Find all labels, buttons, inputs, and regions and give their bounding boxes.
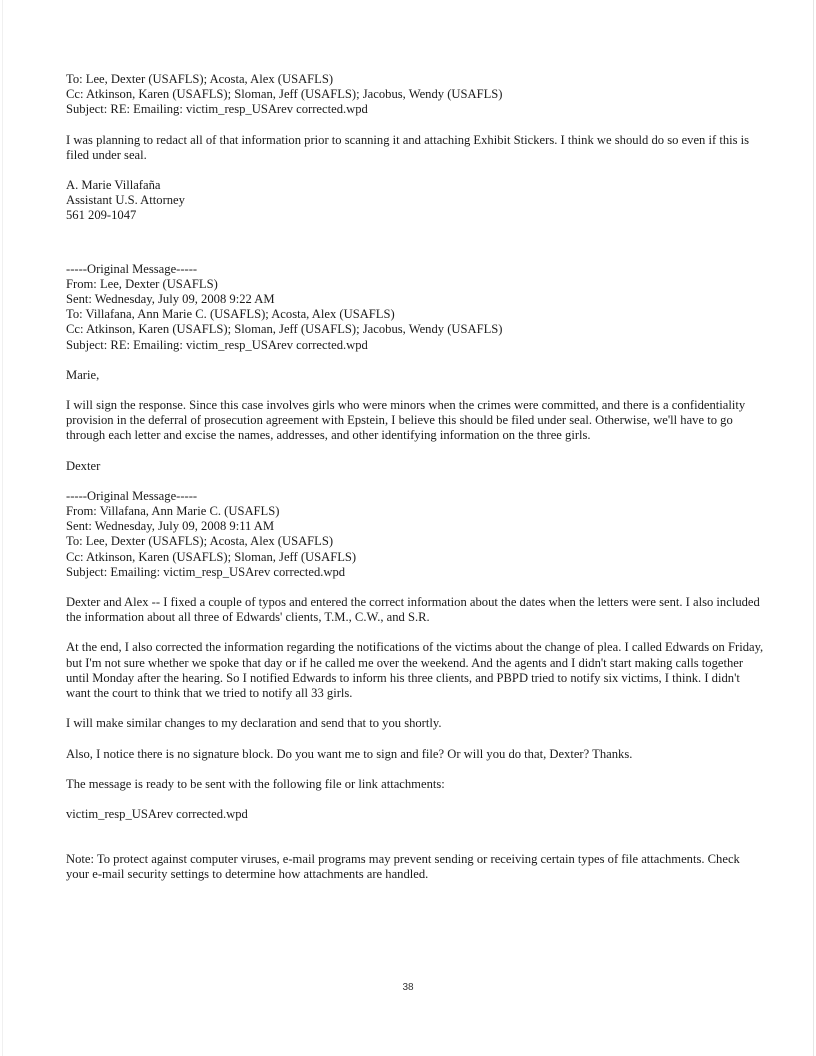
email-to: To: Lee, Dexter (USAFLS); Acosta, Alex (USAFLS): [66, 534, 334, 549]
email-cc: Cc: Atkinson, Karen (USAFLS); Sloman, Jeff (USAFLS); Jacobus, Wendy (USAFLS): [66, 87, 503, 102]
original-message-header: -----Original Message-----: [66, 261, 198, 276]
email-from: From: Lee, Dexter (USAFLS): [66, 276, 218, 291]
virus-note: Note: To protect against computer viruses, e-mail programs may prevent sending or receiving certain types of file attachments. Check your e-mail security settings to determine how attachments are handled.: [66, 852, 740, 882]
scan-edge-left: [2, 0, 3, 1056]
email-to: To: Villafana, Ann Marie C. (USAFLS); Acosta, Alex (USAFLS): [66, 307, 395, 322]
email-from: From: Villafana, Ann Marie C. (USAFLS): [66, 504, 280, 519]
email-body: I was planning to redact all of that information prior to scanning it and attaching Exhibit Stickers. I think we should do so even if this is filed under seal.: [66, 132, 750, 162]
email-bottom: [66, 489, 766, 883]
email-subject: Subject: RE: Emailing: victim_resp_USArev corrected.wpd: [66, 337, 368, 352]
attachment-filename: victim_resp_USArev corrected.wpd: [66, 806, 248, 821]
document-page: [66, 72, 766, 883]
email-signoff: Dexter: [66, 458, 101, 473]
email-paragraph-1: Dexter and Alex -- I fixed a couple of typos and entered the correct information about the dates when the letters were sent. I also included the information about all three of Edwards' clients, T.M., C.W., and S.R.: [66, 595, 760, 625]
email-paragraph-3: I will make similar changes to my declaration and send that to you shortly.: [66, 716, 442, 731]
email-top: [66, 72, 766, 224]
email-sent: Sent: Wednesday, July 09, 2008 9:11 AM: [66, 519, 275, 534]
signature-title: Assistant U.S. Attorney: [66, 193, 185, 208]
email-cc: Cc: Atkinson, Karen (USAFLS); Sloman, Jeff (USAFLS); Jacobus, Wendy (USAFLS): [66, 322, 503, 337]
email-subject: Subject: RE: Emailing: victim_resp_USArev corrected.wpd: [66, 102, 368, 117]
email-paragraph-4: Also, I notice there is no signature block. Do you want me to sign and file? Or will you do that, Dexter? Thanks.: [66, 746, 633, 761]
email-sent: Sent: Wednesday, July 09, 2008 9:22 AM: [66, 292, 275, 307]
scan-edge-right: [813, 0, 814, 1056]
page-number: 38: [402, 982, 414, 993]
signature-name: A. Marie Villafaña: [66, 178, 161, 193]
email-paragraph-5: The message is ready to be sent with the following file or link attachments:: [66, 776, 445, 791]
original-message-header: -----Original Message-----: [66, 488, 198, 503]
email-to: To: Lee, Dexter (USAFLS); Acosta, Alex (USAFLS): [66, 72, 334, 86]
email-middle: [66, 262, 766, 474]
email-subject: Subject: Emailing: victim_resp_USArev corrected.wpd: [66, 564, 346, 579]
signature-phone: 561 209-1047: [66, 208, 137, 223]
email-cc: Cc: Atkinson, Karen (USAFLS); Sloman, Jeff (USAFLS): [66, 549, 357, 564]
email-body: I will sign the response. Since this case involves girls who were minors when the crimes were committed, and there is a confidentiality provision in the deferral of prosecution agreement with Epstein, I believe this should be filed under seal. Otherwise, we'll have to go through each letter and excise the names, addresses, and other identifying information on the three girls.: [66, 398, 746, 443]
email-greeting: Marie,: [66, 367, 100, 382]
email-paragraph-2: At the end, I also corrected the information regarding the notifications of the victims about the change of plea. I called Edwards on Friday, but I'm not sure whether we spoke that day or if he called me over the weekend. And the agents and I didn't start making calls together until Monday after the hearing. So I notified Edwards to inform his three clients, and PBPD tried to notify six victims, I think. I didn't want the court to think that we tried to notify all 33 girls.: [66, 640, 764, 701]
